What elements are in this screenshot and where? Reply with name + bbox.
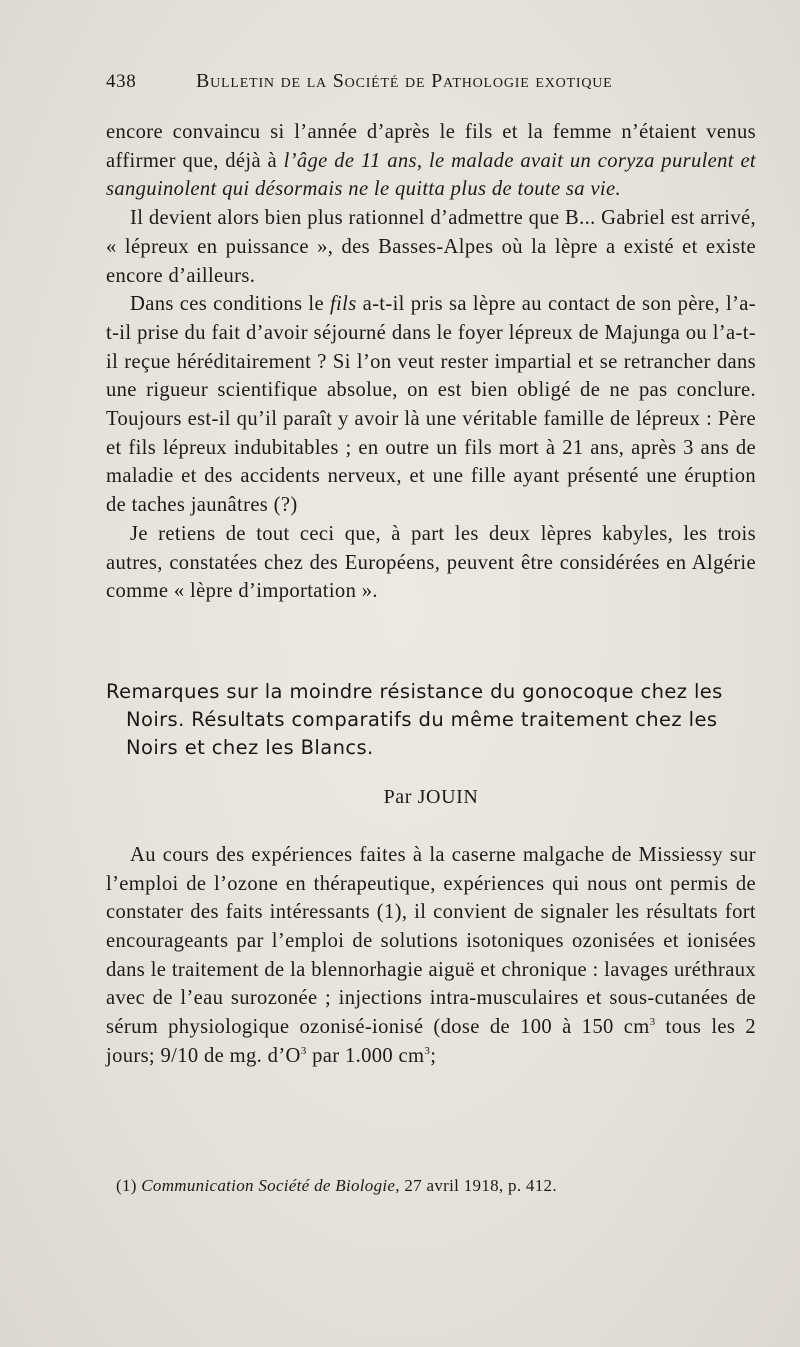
paragraph-1 <box>106 118 756 204</box>
article-author: Par JOUIN <box>383 785 479 808</box>
paragraph-1-text-a: encore convaincu si l’année d’après le fils et la femme n’étaient venus affirmer que, déjà à <box>106 121 756 172</box>
paragraph-4: Je retiens de tout ceci que, à part les deux lèpres kabyles, les trois autres, constatées chez des Européens, peuvent être considérées en Algérie comme « lèpre d’importation ». <box>106 522 756 603</box>
paragraph-5-text-d: ; <box>430 1044 437 1067</box>
footnote-details: , 27 avril 1918, p. 412. <box>395 1176 557 1195</box>
footnote-source: Communication Société de Biologie <box>141 1176 396 1195</box>
article-title <box>106 678 756 762</box>
article-title-line-3: Noirs et chez les Blancs. <box>126 735 374 759</box>
footnote <box>116 1176 756 1196</box>
footnote-marker: (1) <box>116 1176 142 1195</box>
paragraph-5-text-b: tous les 2 jours; 9/10 de mg. d’O <box>106 1016 756 1067</box>
paragraph-1-italic-d: ne le quitta plus de toute sa vie. <box>348 178 621 201</box>
paragraph-2: Il devient alors bien plus rationnel d’admettre que B... Gabriel est arrivé, « lépreux en puissance », des Basses-Alpes où la lèpre a existé et existe encore d’ailleurs. <box>106 207 756 287</box>
paragraph-5-text-c: par 1.000 cm <box>306 1044 425 1067</box>
paragraph-5 <box>106 841 756 1071</box>
running-title: Bulletin de la Société de Pathologie exotique <box>196 70 613 92</box>
paragraph-3-italic-fils: fils <box>329 293 357 316</box>
paragraph-3 <box>106 290 756 520</box>
paragraph-1-italic-b: l’âge de 11 ans, le malade avait un coryza purulent et sanguinolent <box>106 149 756 201</box>
superscript-1: 3 <box>649 1016 656 1029</box>
page-number: 438 <box>106 71 137 92</box>
article-title-line-2: Noirs. Résultats comparatifs du même traitement chez les <box>126 707 718 731</box>
paragraph-3-text-c: a-t-il pris sa lèpre au contact de son père, l’a-t-il prise du fait d’avoir séjourné dans le foyer lépreux de Majunga ou l’a-t-il reçue héréditairement ? Si l’on veut rester impartial et se retrancher dans une rigueur scientifique absolue, on est bien obligé de ne pas conclure. Toujours est-il qu’il paraît y avoir là une véritable famille de lépreux : Père et fils lépreux indubitables ; en outre un fils mort à 21 ans, après 3 ans de maladie et des accidents nerveux, et une fille ayant présenté une éruption de taches jaunâtres (?) <box>106 293 757 517</box>
article-title-line-1: Remarques sur la moindre résistance du gonocoque chez les <box>106 679 723 703</box>
page-body <box>106 118 756 1071</box>
superscript-2: 3 <box>300 1045 307 1058</box>
paragraph-5-text-a: Au cours des expériences faites à la caserne malgache de Missiessy sur l’emploi de l’ozone en thérapeutique, expériences qui nous ont permis de constater des faits intéressants (1), il convient de signaler les résultats fort encourageants par l’emploi de solutions isotoniques ozonisées et ionisées dans le traitement de la blennorhagie aiguë et chronique : lavages uréthraux avec de l’eau surozonée ; injections intra-musculaires et sous-cutanées de sérum physiologique ozonisé-ionisé (dose de 100 à 150 cm <box>106 843 756 1039</box>
page-header <box>106 70 766 93</box>
paragraph-3-text-a: Dans ces conditions le <box>130 293 330 316</box>
paragraph-1-italic-c: qui désormais <box>216 178 349 201</box>
superscript-3: 3 <box>424 1045 431 1058</box>
